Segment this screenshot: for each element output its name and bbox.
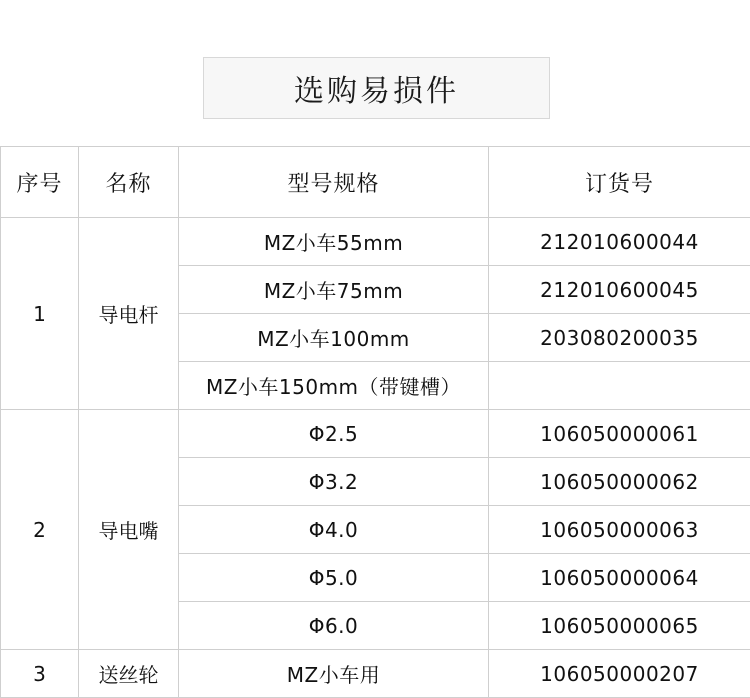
- cell-order-no: [489, 362, 750, 410]
- title-section: [0, 0, 750, 140]
- cell-order-no: 212010600044: [489, 218, 750, 266]
- cell-model: MZ小车用: [179, 650, 489, 698]
- column-header-order-no: 订货号: [489, 147, 750, 218]
- cell-part-name: 导电杆: [79, 218, 179, 410]
- cell-index: 1: [1, 218, 79, 410]
- cell-model: Φ4.0: [179, 506, 489, 554]
- cell-model: MZ小车100mm: [179, 314, 489, 362]
- table-row: [1, 218, 750, 266]
- spare-parts-table: [0, 146, 750, 698]
- cell-order-no: 106050000063: [489, 506, 750, 554]
- table-row: [1, 410, 750, 458]
- column-header-name: 名称: [79, 147, 179, 218]
- cell-order-no: 203080200035: [489, 314, 750, 362]
- cell-model: MZ小车75mm: [179, 266, 489, 314]
- table-header-row: [1, 147, 750, 218]
- cell-order-no: 212010600045: [489, 266, 750, 314]
- cell-order-no: 106050000062: [489, 458, 750, 506]
- page-title: 选购易损件: [294, 66, 459, 110]
- cell-model: MZ小车150mm（带键槽）: [179, 362, 489, 410]
- cell-model: Φ6.0: [179, 602, 489, 650]
- cell-model: Φ2.5: [179, 410, 489, 458]
- cell-order-no: 106050000061: [489, 410, 750, 458]
- table-body: [1, 218, 750, 698]
- title-banner: [203, 57, 550, 119]
- cell-model: MZ小车55mm: [179, 218, 489, 266]
- cell-model: Φ3.2: [179, 458, 489, 506]
- cell-model: Φ5.0: [179, 554, 489, 602]
- cell-index: 2: [1, 410, 79, 650]
- cell-part-name: 导电嘴: [79, 410, 179, 650]
- table-row: [1, 650, 750, 698]
- cell-order-no: 106050000207: [489, 650, 750, 698]
- cell-part-name: 送丝轮: [79, 650, 179, 698]
- cell-index: 3: [1, 650, 79, 698]
- column-header-index: 序号: [1, 147, 79, 218]
- cell-order-no: 106050000065: [489, 602, 750, 650]
- cell-order-no: 106050000064: [489, 554, 750, 602]
- table-header: [1, 147, 750, 218]
- column-header-model: 型号规格: [179, 147, 489, 218]
